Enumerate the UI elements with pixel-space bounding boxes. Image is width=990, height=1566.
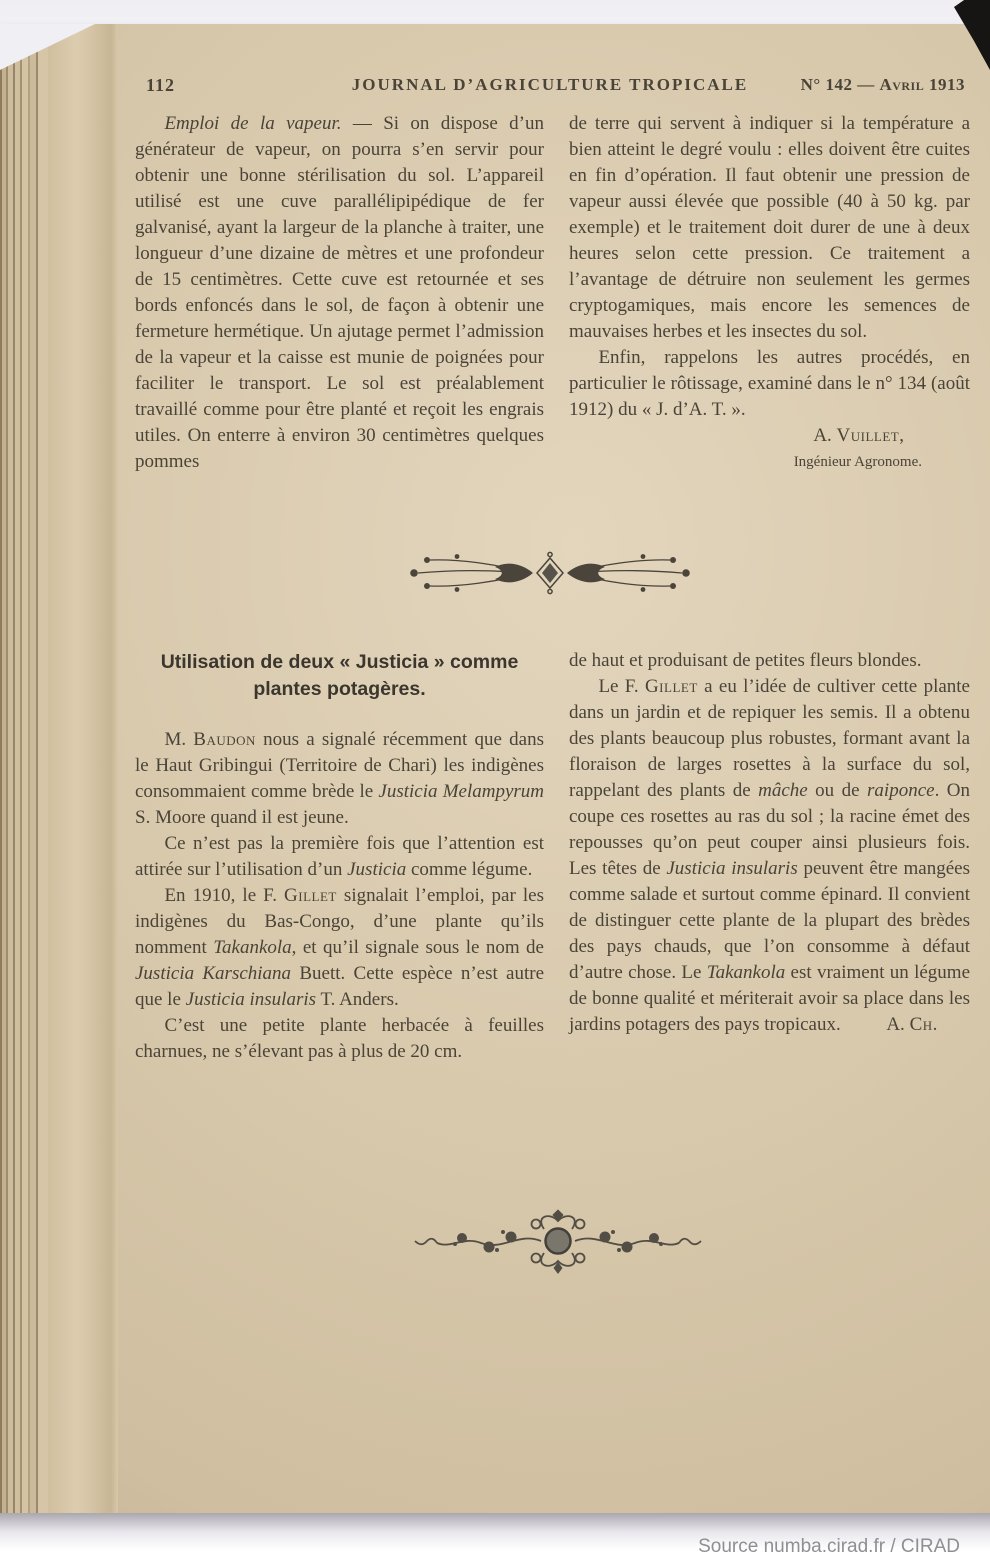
paragraph: de haut et produisant de petites fleurs blondes. <box>569 650 922 671</box>
article-justicia-left-column <box>135 727 544 1065</box>
issue-date: N° 142 — Avril 1913 <box>800 75 965 94</box>
article-steam-left-column <box>135 111 544 475</box>
floral-scroll-divider-icon <box>403 1208 713 1276</box>
paragraph: C’est une petite plante herbacée à feuilles charnues, ne s’élevant pas à plus de 20 cm. <box>135 1015 544 1062</box>
page-number: 112 <box>146 75 176 95</box>
paragraph <box>569 674 970 1038</box>
book-spine-page-edges <box>0 24 48 1513</box>
floral-spray-divider-icon <box>400 549 700 597</box>
journal-title: JOURNAL D’AGRICULTURE TROPICALE <box>351 75 749 94</box>
article-justicia-heading: Utilisation de deux « Justicia » comme plantes potagères. <box>160 651 519 700</box>
paragraph: Enfin, rappelons les autres procédés, en particulier le rôtissage, examiné dans le n° 134 (août 1912) du « J. d’A. T. ». <box>569 347 970 420</box>
author-initials: A. Ch. <box>886 1014 938 1035</box>
paragraph-text: Le F. Gillet a eu l’idée de cultiver cette plante dans un jardin et de repiquer les semis. Il a obtenu des plants beaucoup plus robustes, formant avant la floraison de larges rosettes à la surface du sol, rappelant des plants de mâche ou de raiponce. On coupe ces rosettes au ras du sol ; la racine émet des repousses qu’on peut couper ainsi plusieurs fois. Les têtes de Justicia insularis peuvent être mangées comme salade et surtout comme épinard. Il convient de distinguer cette plante de la plupart des brèdes des pays chauds, que l’on consomme à défaut d’autre chose. Le Takankola est vraiment un légume de bonne qualité et mériterait avoir sa place dans les jardins potagers des pays tropicaux. <box>569 676 970 1035</box>
page-curve-shading <box>48 24 118 1513</box>
author-role: Ingénieur Agronome. <box>793 454 922 470</box>
article-steam-right-column <box>569 111 970 475</box>
paragraph: de terre qui servent à indiquer si la température a bien atteint le degré voulu : elles doivent être cuites en fin d’opération. Il faut obtenir une pression de vapeur aussi élevée que possible (40 à 50 kg. par exemple) et le traitement doit durer de une à deux heures selon cette pression. Ce traitement a l’avantage de détruire non seulement les germes cryptogamiques, mais encore les semences de mauvaises herbes et les insectes du sol. <box>569 113 970 342</box>
paragraph: En 1910, le F. Gillet signalait l’emploi, par les indigènes du Bas-Congo, d’une plante qu’ils nomment Takankola, et qu’il signale sous le nom de Justicia Karschiana Buett. Cette espèce n’est autre que le Justicia insularis T. Anders. <box>135 885 544 1010</box>
author-signature: A. Vuillet, <box>813 425 904 446</box>
paragraph: Ce n’est pas la première fois que l’attention est attirée sur l’utilisation d’un Justicia comme légume. <box>135 833 544 880</box>
article-justicia-right-column <box>569 648 970 1038</box>
source-credit: Source numba.cirad.fr / CIRAD <box>698 1536 960 1557</box>
paragraph: Emploi de la vapeur. — Si on dispose d’un générateur de vapeur, on pourra s’en servir pour obtenir une bonne stérilisation du sol. L’appareil utilisé est une cuve parallélipipédique de fer galvanisé, ayant la largeur de la planche à traiter, une longueur d’une dizaine de mètres et une profondeur de 15 centimètres. Cette cuve est retournée et ses bords enfoncés dans le sol, de façon à obtenir une fermeture hermétique. Un ajutage permet l’admission de la vapeur et la caisse est munie de poignées pour faciliter le transport. Le sol est préalablement travaillé comme pour être planté et reçoit les engrais utiles. On enterre à environ 30 centimètres quelques pommes <box>135 113 544 472</box>
paragraph: M. Baudon nous a signalé récemment que dans le Haut Gribingui (Territoire de Chari) les indigènes consommaient comme brède le Justicia Melampyrum S. Moore quand il est jeune. <box>135 729 545 828</box>
